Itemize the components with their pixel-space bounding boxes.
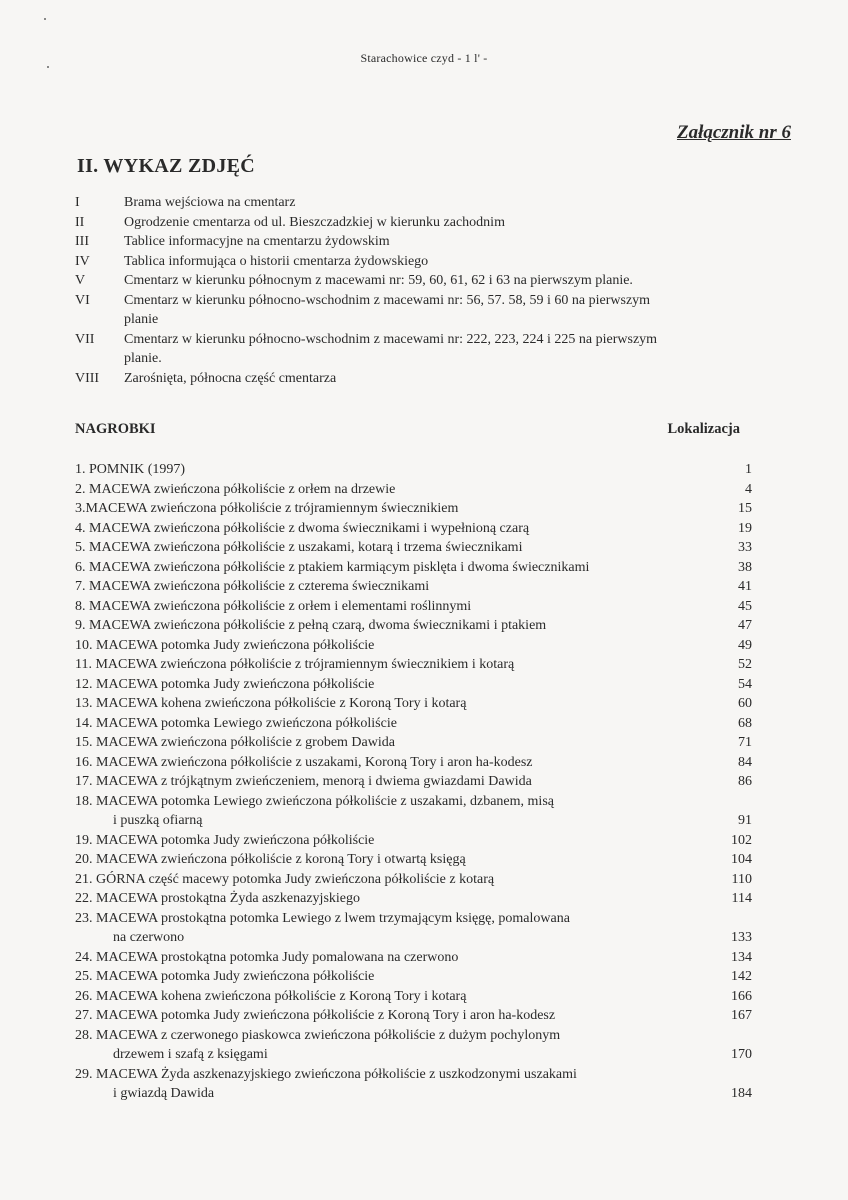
tomb-location: 45: [738, 598, 752, 614]
location-heading: Lokalizacja: [667, 421, 740, 437]
tomb-description: [75, 616, 716, 636]
tomb-description: [75, 480, 716, 500]
tomb-location: 114: [731, 891, 752, 906]
tomb-list-item: [75, 558, 752, 578]
tomb-location: 110: [731, 871, 752, 887]
photo-description-line: Tablica informująca o historii cmentarza żydowskiego: [124, 253, 429, 269]
photo-list-item: [75, 193, 795, 213]
photo-description: [124, 330, 795, 369]
tomb-location: 142: [731, 969, 752, 984]
scan-speck: [44, 18, 46, 20]
tomb-list-item: [75, 850, 752, 870]
page-header: Starachowice czyd - 1 l' -: [360, 51, 488, 65]
tomb-location: 60: [738, 696, 752, 711]
tomb-description-line: 8. MACEWA zwieńczona półkoliście z orłem i elementami roślinnymi: [75, 598, 472, 614]
tomb-description-line: 13. MACEWA kohena zwieńczona półkoliście z Koroną Tory i kotarą: [75, 696, 467, 711]
photo-number: V: [75, 273, 86, 288]
photo-description-line: Zarośnięta, północna część cmentarza: [124, 370, 337, 386]
tomb-description: [75, 1065, 716, 1104]
tomb-location: 33: [738, 540, 752, 555]
tomb-description: [75, 519, 716, 539]
tombs-header: [75, 421, 740, 438]
scan-speck: [47, 66, 49, 68]
photo-number: III: [75, 234, 89, 249]
tomb-location: 104: [731, 852, 752, 867]
tomb-description-line: 15. MACEWA zwieńczona półkoliście z grobem Dawida: [75, 735, 395, 750]
tomb-location: 47: [738, 618, 752, 633]
tomb-location: 91: [738, 813, 752, 828]
attachment-label: Załącznik nr 6: [676, 122, 791, 143]
tomb-list-item: [75, 577, 752, 597]
tomb-description-line: 5. MACEWA zwieńczona półkoliście z uszakami, kotarą i trzema świecznikami: [75, 540, 523, 555]
photo-description-line: Cmentarz w kierunku północno-wschodnim z macewami nr: 56, 57. 58, 59 i 60 na pierwszym: [124, 292, 651, 308]
tomb-description-line: 4. MACEWA zwieńczona półkoliście z dwoma świecznikami i wypełnioną czarą: [75, 520, 530, 536]
photo-list-item: [75, 291, 795, 330]
tomb-list-item: [75, 538, 752, 558]
tomb-description: [75, 987, 716, 1007]
photo-list-item: [75, 213, 795, 233]
tomb-location: 19: [738, 520, 752, 536]
tomb-description: [75, 909, 716, 948]
tomb-list-item: [75, 597, 752, 617]
tomb-description-line: 19. MACEWA potomka Judy zwieńczona półkoliście: [75, 832, 375, 848]
tomb-description-line: 18. MACEWA potomka Lewiego zwieńczona półkoliście z uszakami, dzbanem, misą: [75, 793, 554, 809]
photo-description: [124, 213, 795, 233]
tomb-location: 84: [738, 754, 752, 770]
tomb-description-line: 24. MACEWA prostokątna potomka Judy pomalowana na czerwono: [75, 949, 459, 965]
tomb-description-line: drzewem i szafą z księgami: [113, 1047, 268, 1062]
tomb-location: 1: [745, 462, 752, 477]
tomb-description-line: 25. MACEWA potomka Judy zwieńczona półkoliście: [75, 969, 375, 984]
photo-description-line: planie: [124, 312, 159, 327]
tomb-location: 170: [731, 1047, 752, 1062]
tomb-location: 54: [738, 676, 752, 692]
tomb-list-item: [75, 694, 752, 714]
photo-description-line: Tablice informacyjne na cmentarzu żydowskim: [124, 234, 390, 249]
photo-description: [124, 291, 795, 330]
tomb-list: [75, 460, 752, 1104]
tomb-description: [75, 948, 716, 968]
tomb-list-item: [75, 1006, 752, 1026]
tomb-description-line: 17. MACEWA z trójkątnym zwieńczeniem, menorą i dwiema gwiazdami Dawida: [75, 774, 532, 789]
tomb-description: [75, 889, 716, 909]
tomb-list-item: [75, 987, 752, 1007]
tomb-description-line: i puszką ofiarną: [113, 813, 203, 828]
photo-description: [124, 271, 795, 291]
tomb-location: 38: [738, 559, 752, 575]
tomb-description: [75, 714, 716, 734]
photo-number: II: [75, 214, 85, 230]
tomb-location: 166: [731, 988, 752, 1004]
tomb-description: [75, 577, 716, 597]
tomb-list-item: [75, 1065, 752, 1104]
tomb-location: 41: [738, 579, 752, 594]
photo-list-item: [75, 252, 795, 272]
section-title: II. WYKAZ ZDJĘĆ: [77, 155, 256, 177]
tomb-description: [75, 460, 716, 480]
tomb-description: [75, 792, 716, 831]
tomb-list-item: [75, 733, 752, 753]
tomb-description: [75, 870, 716, 890]
tomb-description: [75, 753, 716, 773]
photo-description-line: Brama wejściowa na cmentarz: [124, 195, 296, 210]
photo-number: VII: [75, 331, 95, 347]
tomb-list-item: [75, 655, 752, 675]
tomb-list-item: [75, 772, 752, 792]
tomb-list-item: [75, 460, 752, 480]
photo-description-line: planie.: [124, 351, 162, 366]
tomb-location: 102: [731, 832, 752, 848]
tomb-list-item: [75, 909, 752, 948]
tomb-description-line: 6. MACEWA zwieńczona półkoliście z ptakiem karmiącym pisklęta i dwoma świecznikami: [75, 559, 590, 575]
tomb-description-line: 3.MACEWA zwieńczona półkoliście z trójramiennym świecznikiem: [75, 501, 459, 516]
tombs-heading: NAGROBKI: [75, 421, 156, 437]
tomb-description-line: 9. MACEWA zwieńczona półkoliście z pełną czarą, dwoma świecznikami i ptakiem: [75, 618, 547, 633]
photo-number: VI: [75, 292, 90, 308]
photo-description-line: Ogrodzenie cmentarza od ul. Bieszczadzkiej w kierunku zachodnim: [124, 214, 505, 230]
tomb-description-line: 23. MACEWA prostokątna potomka Lewiego z lwem trzymającym księgę, pomalowana: [75, 910, 570, 926]
tomb-location: 4: [745, 481, 752, 497]
tomb-description: [75, 636, 716, 656]
tomb-description-line: 26. MACEWA kohena zwieńczona półkoliście z Koroną Tory i kotarą: [75, 988, 467, 1004]
tomb-list-item: [75, 948, 752, 968]
tomb-description-line: 29. MACEWA Żyda aszkenazyjskiego zwieńczona półkoliście z uszkodzonymi uszakami: [75, 1066, 577, 1082]
tomb-description: [75, 499, 716, 519]
tomb-description-line: 2. MACEWA zwieńczona półkoliście z orłem na drzewie: [75, 481, 396, 497]
tomb-description-line: 20. MACEWA zwieńczona półkoliście z koroną Tory i otwartą księgą: [75, 852, 466, 867]
photo-list-item: [75, 330, 795, 369]
photo-number: VIII: [75, 370, 100, 386]
tomb-description-line: 28. MACEWA z czerwonego piaskowca zwieńczona półkoliście z dużym pochylonym: [75, 1027, 561, 1043]
photo-description-line: Cmentarz w kierunku północnym z macewami nr: 59, 60, 61, 62 i 63 na pierwszym planie.: [124, 273, 633, 288]
tomb-description: [75, 1026, 716, 1065]
tomb-description-line: 11. MACEWA zwieńczona półkoliście z trójramiennym świecznikiem i kotarą: [75, 657, 515, 672]
tomb-description: [75, 558, 716, 578]
photo-number: IV: [75, 253, 90, 269]
tomb-description-line: 27. MACEWA potomka Judy zwieńczona półkoliście z Koroną Tory i aron ha-kodesz: [75, 1008, 556, 1023]
tomb-list-item: [75, 519, 752, 539]
photo-number: I: [75, 195, 80, 210]
tomb-list-item: [75, 636, 752, 656]
tomb-description: [75, 967, 716, 987]
tomb-list-item: [75, 616, 752, 636]
tomb-list-item: [75, 1026, 752, 1065]
tomb-description-line: 14. MACEWA potomka Lewiego zwieńczona półkoliście: [75, 715, 397, 731]
tomb-description: [75, 675, 716, 695]
photo-description: [124, 252, 795, 272]
tomb-list-item: [75, 675, 752, 695]
tomb-description-line: i gwiazdą Dawida: [113, 1086, 215, 1101]
tomb-list-item: [75, 753, 752, 773]
tomb-description-line: 21. GÓRNA część macewy potomka Judy zwieńczona półkoliście z kotarą: [75, 871, 495, 887]
tomb-description: [75, 655, 716, 675]
tomb-location: 71: [738, 735, 752, 750]
photo-description: [124, 232, 795, 252]
tomb-description-line: 12. MACEWA potomka Judy zwieńczona półkoliście: [75, 676, 375, 692]
tomb-list-item: [75, 480, 752, 500]
tomb-location: 167: [731, 1008, 752, 1023]
photo-list-item: [75, 232, 795, 252]
tomb-description: [75, 694, 716, 714]
tomb-list-item: [75, 714, 752, 734]
tomb-description-line: na czerwono: [113, 930, 185, 945]
tomb-location: 134: [731, 949, 752, 965]
tomb-list-item: [75, 792, 752, 831]
tomb-list-item: [75, 870, 752, 890]
tomb-description: [75, 1006, 716, 1026]
tomb-description-line: 7. MACEWA zwieńczona półkoliście z czterema świecznikami: [75, 579, 430, 594]
tomb-description: [75, 831, 716, 851]
tomb-description-line: 16. MACEWA zwieńczona półkoliście z uszakami, Koroną Tory i aron ha-kodesz: [75, 754, 533, 770]
tomb-description: [75, 597, 716, 617]
photo-list: [75, 193, 795, 388]
tomb-description: [75, 772, 716, 792]
tomb-location: 15: [738, 501, 752, 516]
tomb-description-line: 10. MACEWA potomka Judy zwieńczona półkoliście: [75, 637, 375, 653]
photo-description: [124, 193, 795, 213]
tomb-location: 68: [738, 715, 752, 731]
tomb-description: [75, 538, 716, 558]
photo-description-line: Cmentarz w kierunku północno-wschodnim z macewami nr: 222, 223, 224 i 225 na pierwszym: [124, 331, 658, 347]
tomb-location: 184: [731, 1086, 752, 1101]
photo-list-item: [75, 271, 795, 291]
tomb-location: 52: [738, 657, 752, 672]
tomb-description: [75, 850, 716, 870]
tomb-location: 49: [738, 637, 752, 653]
photo-list-item: [75, 369, 795, 389]
tomb-list-item: [75, 831, 752, 851]
tomb-list-item: [75, 967, 752, 987]
tomb-description-line: 22. MACEWA prostokątna Żyda aszkenazyjskiego: [75, 891, 360, 906]
tomb-description: [75, 733, 716, 753]
tomb-list-item: [75, 889, 752, 909]
photo-description: [124, 369, 795, 389]
tomb-location: 86: [738, 774, 752, 789]
tomb-location: 133: [731, 930, 752, 945]
tomb-description-line: 1. POMNIK (1997): [75, 462, 186, 477]
tomb-list-item: [75, 499, 752, 519]
